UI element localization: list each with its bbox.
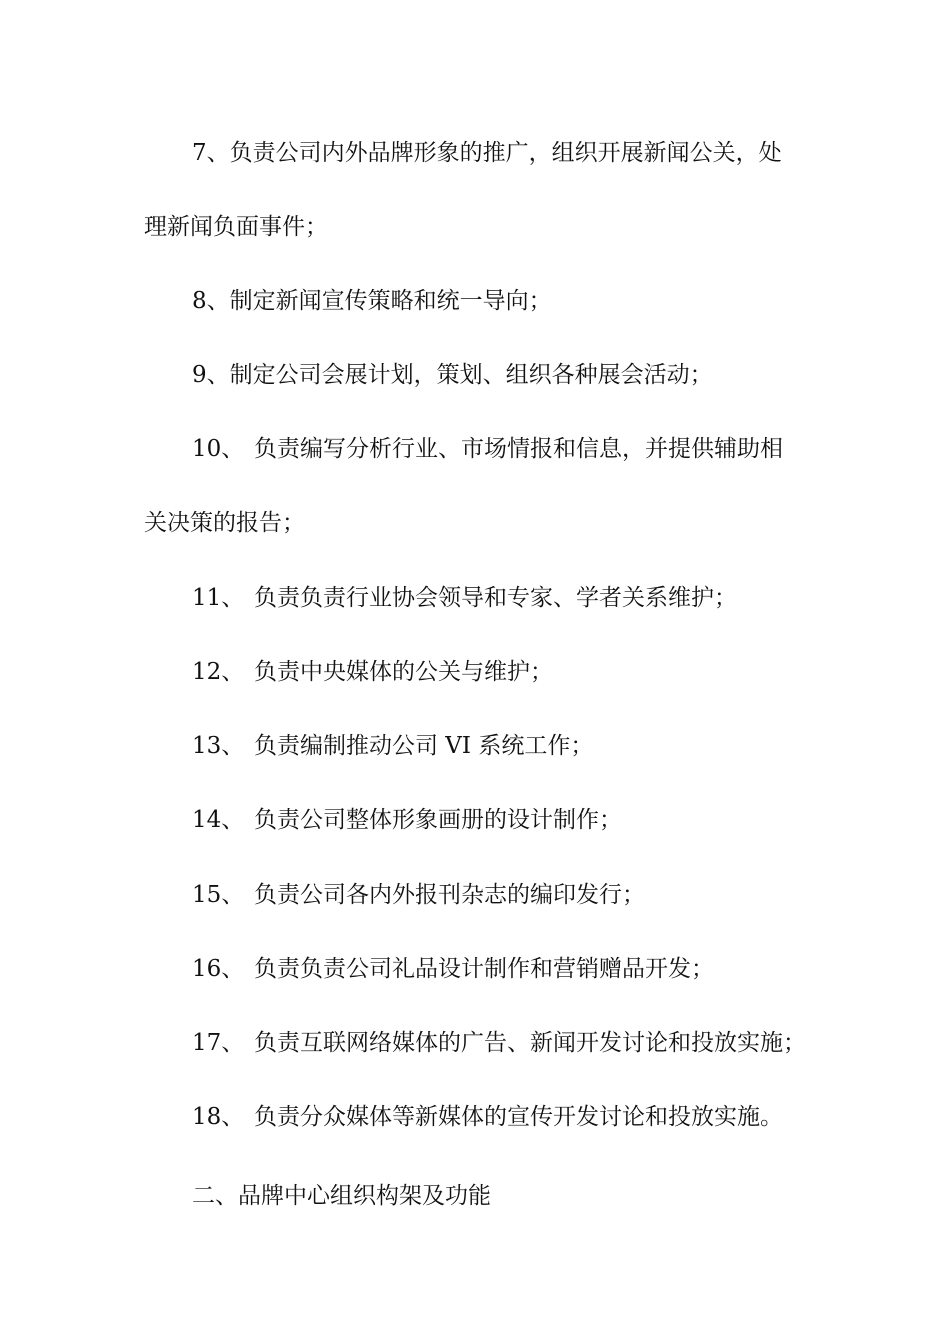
item-text: 负责公司整体形象画册的设计制作； (254, 807, 622, 833)
item-text: 负责中央媒体的公关与维护； (254, 659, 553, 685)
list-item-10-line-1 (192, 435, 783, 463)
item-text: 负责公司内外品牌形象的推广，组织开展新闻公关，处 (229, 140, 782, 166)
item-text: 制定公司会展计划，策划、组织各种展会活动； (229, 362, 713, 388)
item-text: 制定新闻宣传策略和统一导向； (229, 288, 552, 314)
list-item-16 (192, 955, 714, 983)
item-text-continued: 关决策的报告； (144, 510, 305, 536)
list-item-11 (192, 584, 737, 612)
list-item-18 (192, 1103, 783, 1131)
item-number: 9、 (192, 362, 230, 388)
item-number: 8、 (192, 288, 230, 314)
item-text: 负责编写分析行业、市场情报和信息，并提供辅助相 (254, 436, 783, 462)
item-number: 12、 (192, 659, 245, 685)
item-text-continued: 理新闻负面事件； (144, 214, 328, 240)
item-number: 11、 (192, 585, 245, 611)
list-item-8 (192, 287, 552, 315)
item-number: 15、 (192, 882, 245, 908)
item-number: 7、 (192, 140, 230, 166)
list-item-13 (192, 732, 593, 760)
item-number: 14、 (192, 807, 245, 833)
list-item-7-line-2 (144, 213, 328, 241)
item-number: 18、 (192, 1104, 245, 1130)
item-number: 16、 (192, 956, 245, 982)
list-item-17 (192, 1029, 806, 1057)
section-heading: 二、品牌中心组织构架及功能 (192, 1183, 491, 1209)
item-text: 负责负责公司礼品设计制作和营销赠品开发； (254, 956, 714, 982)
list-item-12 (192, 658, 553, 686)
list-item-7-line-1 (192, 139, 782, 167)
item-number: 17、 (192, 1030, 245, 1056)
item-text: 负责公司各内外报刊杂志的编印发行； (254, 882, 645, 908)
item-number: 10、 (192, 436, 245, 462)
list-item-15 (192, 881, 645, 909)
list-item-9 (192, 361, 713, 389)
item-text: 负责编制推动公司 VI 系统工作； (254, 733, 594, 759)
item-text: 负责分众媒体等新媒体的宣传开发讨论和投放实施。 (254, 1104, 783, 1130)
list-item-10-line-2 (144, 509, 305, 537)
item-number: 13、 (192, 733, 245, 759)
list-item-14 (192, 806, 622, 834)
item-text: 负责负责行业协会领导和专家、学者关系维护； (254, 585, 737, 611)
item-text: 负责互联网络媒体的广告、新闻开发讨论和投放实施； (254, 1030, 806, 1056)
